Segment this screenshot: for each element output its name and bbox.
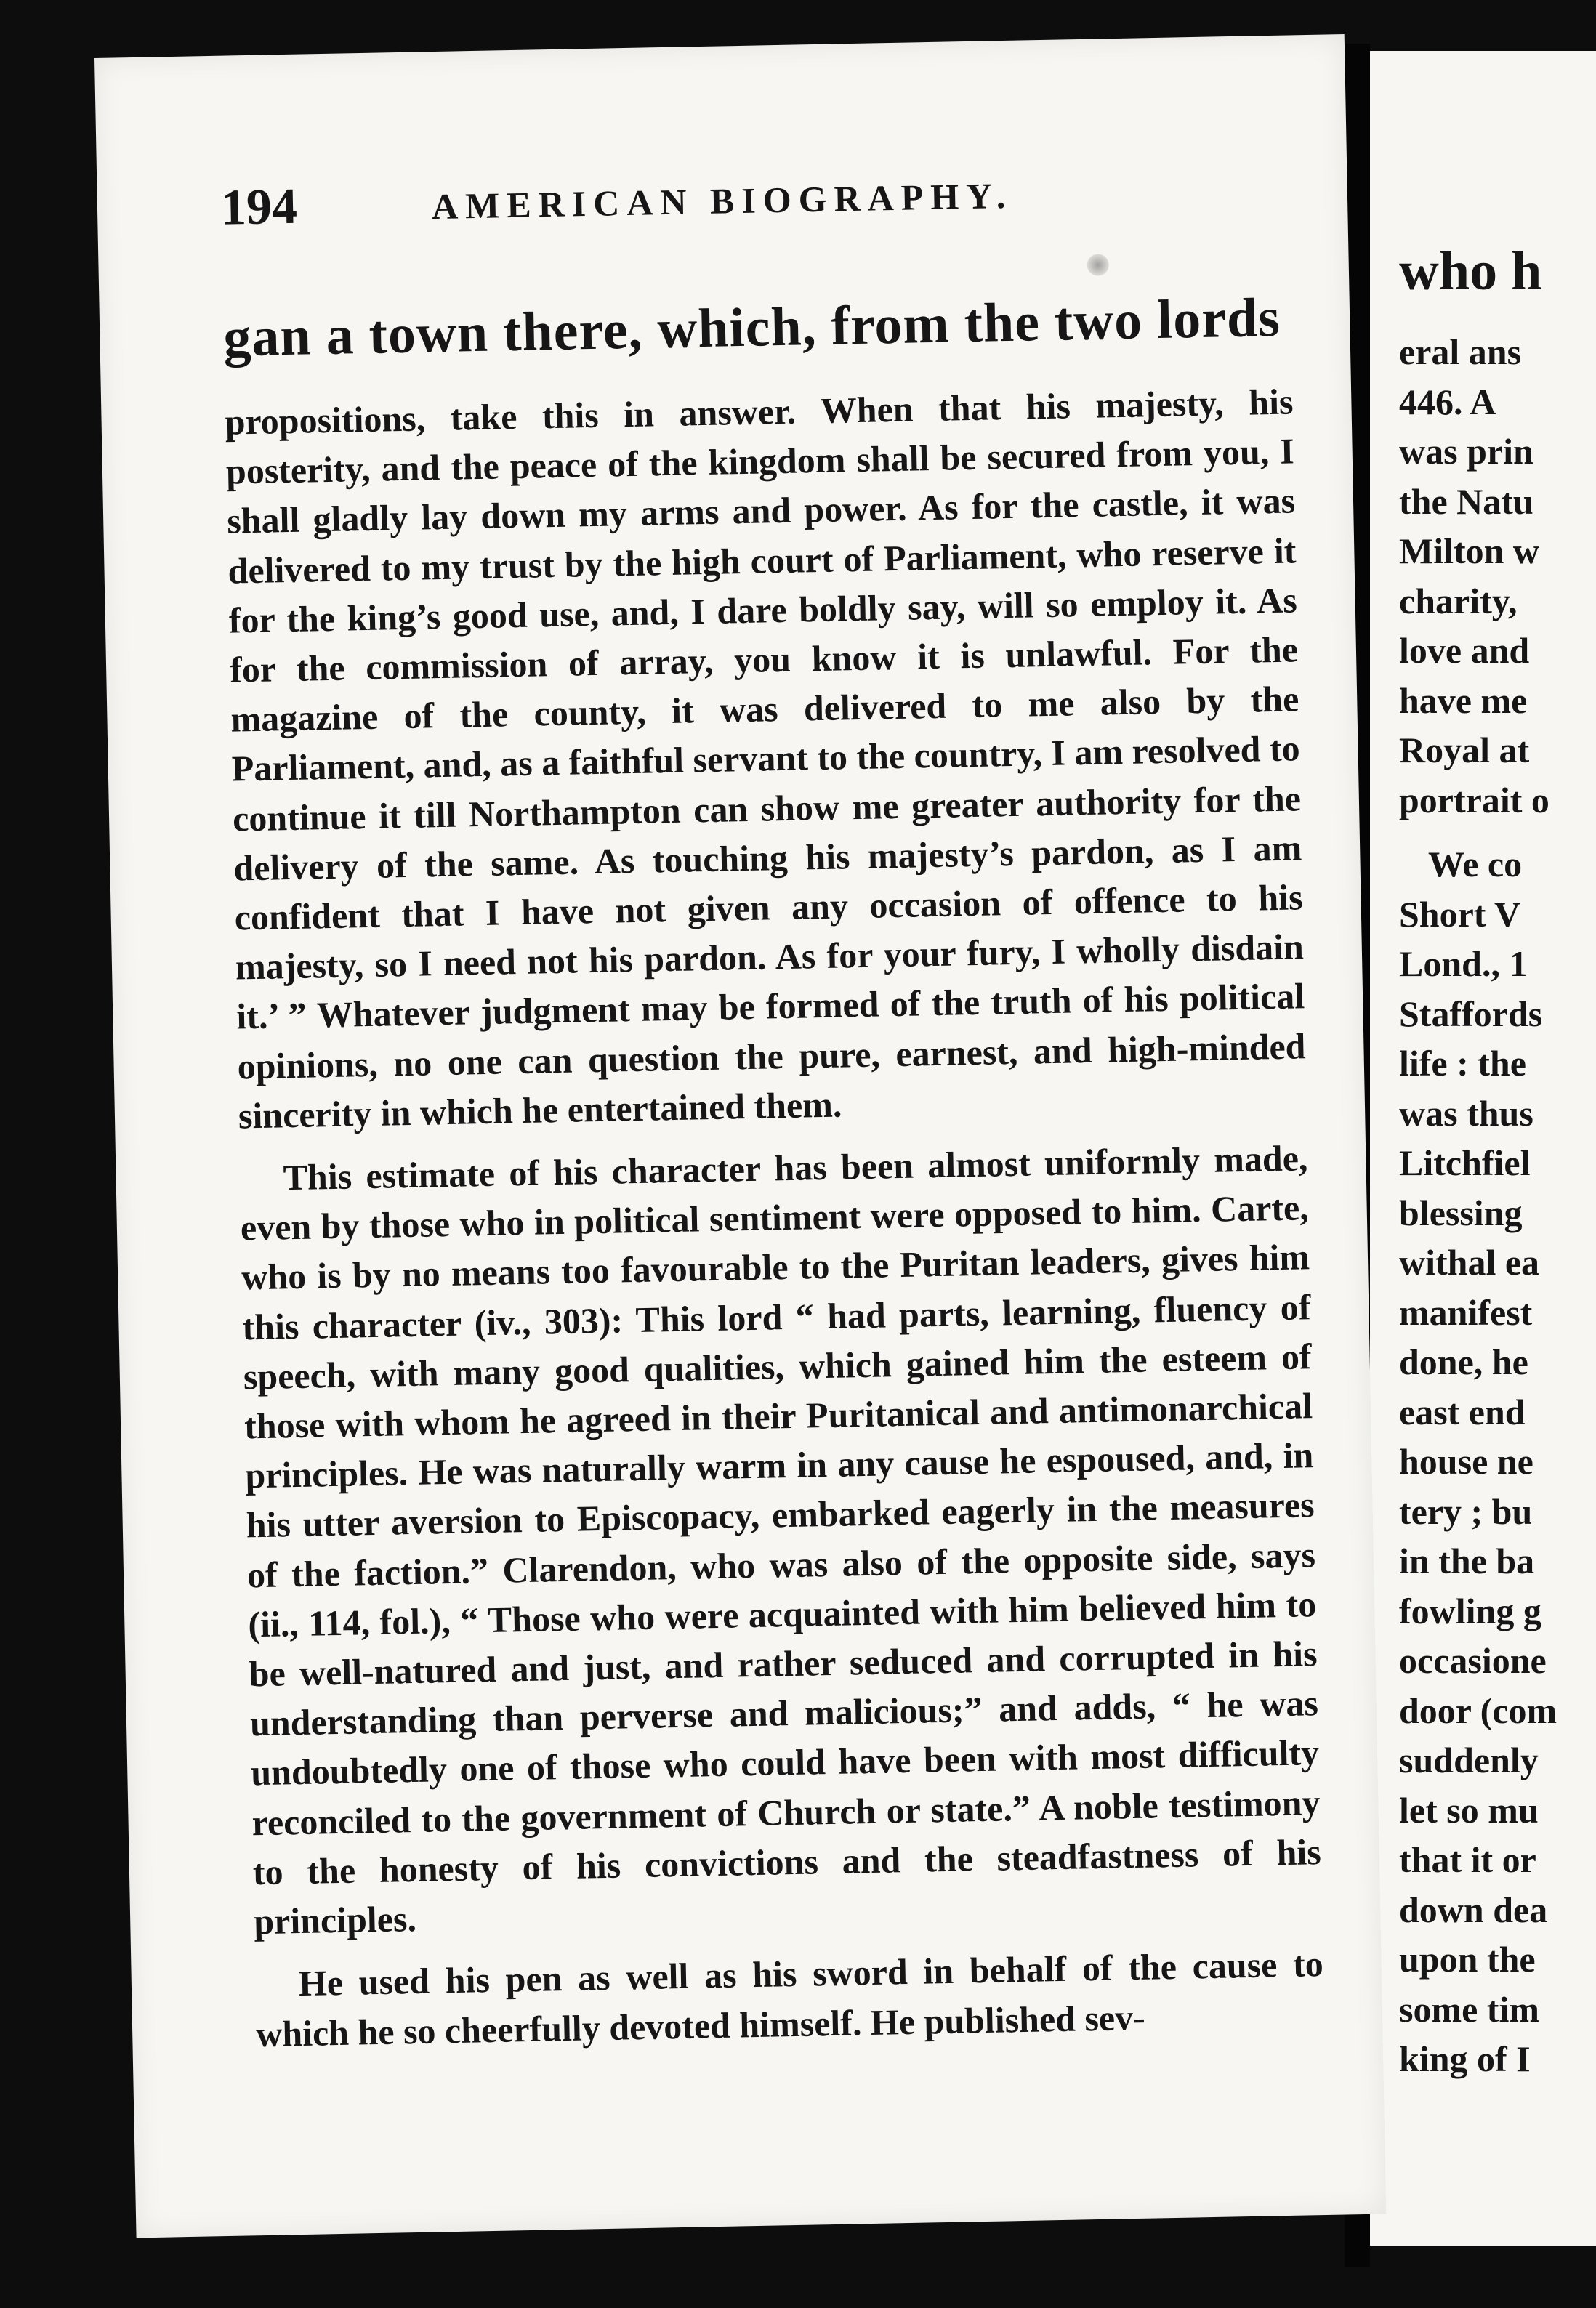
facing-page-line: We co <box>1428 844 1523 884</box>
facing-page-line: was thus <box>1399 1092 1533 1134</box>
facing-page-line: was prin <box>1399 431 1533 472</box>
facing-page-line: the Natu <box>1399 480 1533 522</box>
left-page <box>94 34 1386 2238</box>
facing-page-line: let so mu <box>1399 1789 1539 1831</box>
paragraph: propositions, take this in answer. When that his majesty, his posterity, and the peace of the kingdom shall be secured from you, I shall gladly lay down my arms and power. As for the castle, it was delivered to my trust by the high court of Parliament, who reserve it for the king’s good use, and, I dare boldly say, will so employ it. As for the commission of array, you know it is unlawful. For the magazine of the county, it was delivered to me also by the Parliament, and, as a faithful servant to the country, I am resolved to continue it till Northampton can show me greater authority for the delivery of the same. As touching his majesty’s pardon, as I am confident that I have not given any occasion of offence to his majesty, so I need not his pardon. As for your fury, I wholly disdain it.’ ” Whatever judgment may be formed of the truth of his political opinions, no one can question the pure, earnest, and high-minded sincerity in which he entertained them. <box>225 381 1306 1137</box>
facing-page-line: king of I <box>1399 2038 1531 2079</box>
facing-page-line: portrait o <box>1399 779 1549 820</box>
running-head: AMERICAN BIOGRAPHY. <box>431 174 1013 227</box>
facing-page-line: done, he <box>1399 1341 1528 1382</box>
facing-page-line: love and <box>1399 630 1530 671</box>
facing-page-line: 446. A <box>1399 381 1496 422</box>
facing-page-line: Milton w <box>1399 530 1540 571</box>
facing-page-line: withal ea <box>1399 1242 1540 1283</box>
facing-page-line: door (com <box>1399 1690 1557 1731</box>
facing-page-line: in the ba <box>1399 1541 1535 1581</box>
facing-page-line: suddenly <box>1399 1740 1539 1780</box>
facing-page-line: occasione <box>1399 1640 1547 1681</box>
facing-page-line: tery ; bu <box>1399 1490 1533 1532</box>
facing-page-line: down dea <box>1399 1889 1548 1930</box>
facing-page-line: Short V <box>1399 893 1521 935</box>
facing-page-line: that it or <box>1399 1839 1536 1880</box>
facing-page-line: house ne <box>1399 1441 1533 1482</box>
facing-page <box>1370 51 1596 2246</box>
paragraph: He used his pen as well as his sword in behalf of the cause to which he so cheerfully devoted himself. He published sev- <box>255 1943 1324 2054</box>
facing-page-heading: who h <box>1399 241 1542 302</box>
paragraph: This estimate of his character has been almost uniformly made, even by those who in political sentiment were opposed to him. Carte, who is by no means too favourable to the Puritan leaders, gives him this character (iv., 303): This lord “ had parts, learning, fluency of speech, with many good qualities, which gained him the esteem of those with whom he agreed in their Puritanical and antimonarchical principles. He was naturally warm in any cause he espoused, and, in his utter aversion to Episcopacy, embarked eagerly in the measures of the faction.” Clarendon, who was also of the opposite side, says (ii., 114, fol.), “ Those who were acquainted with him believed him to be well-natured and just, and rather seduced and corrupted in his understanding than perverse and malicious;” and adds, “ he was undoubtedly one of those who could have been with most difficulty reconciled to the government of Church or state.” A noble testimony to the honesty of his convictions and the steadfastness of his principles. <box>240 1137 1322 1942</box>
catchline: gan a town there, which, from the two lords <box>222 286 1281 368</box>
page-number: 194 <box>220 178 298 236</box>
facing-page-line: blessing <box>1399 1192 1523 1233</box>
facing-page-line: upon the <box>1399 1939 1536 1980</box>
facing-page-line: Litchfiel <box>1399 1142 1531 1183</box>
facing-page-line: some tim <box>1399 1988 1539 2030</box>
facing-page-line: charity, <box>1399 580 1518 621</box>
body-text <box>225 376 1325 2059</box>
facing-page-line: Lond., 1 <box>1399 943 1528 984</box>
facing-page-line: life : the <box>1399 1043 1526 1084</box>
facing-page-line: Staffords <box>1399 993 1543 1034</box>
facing-page-line: fowling g <box>1399 1590 1541 1631</box>
facing-page-line: Royal at <box>1399 730 1530 770</box>
facing-page-line: manifest <box>1399 1291 1533 1333</box>
page-header <box>220 158 1312 267</box>
facing-page-line: eral ans <box>1399 331 1522 372</box>
ink-smudge <box>1087 254 1109 276</box>
facing-page-line: east end <box>1399 1391 1526 1432</box>
facing-page-line: have me <box>1399 679 1528 721</box>
